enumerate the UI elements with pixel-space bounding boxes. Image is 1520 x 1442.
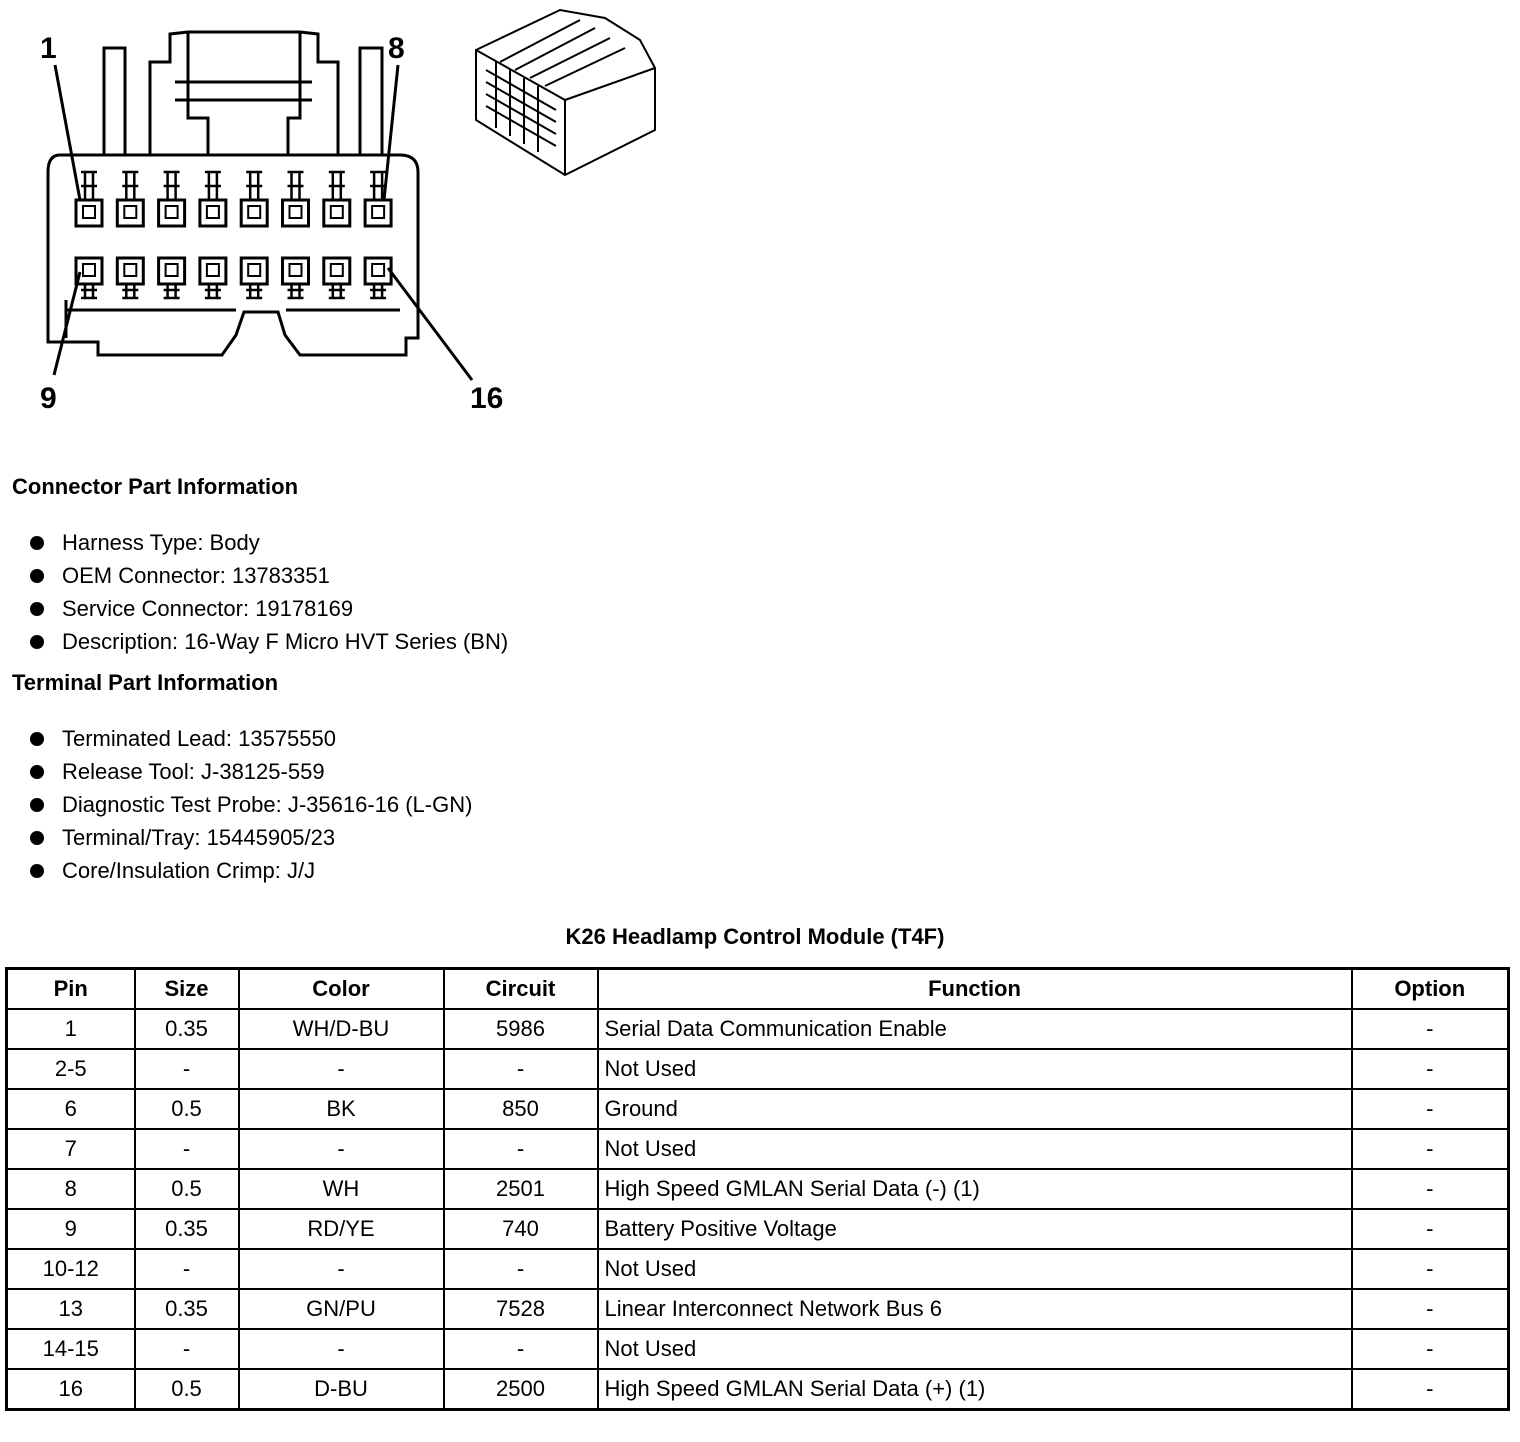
pin-cavity <box>159 258 185 284</box>
pin-cavity <box>83 264 95 276</box>
table-cell: Serial Data Communication Enable <box>598 1009 1352 1049</box>
table-cell: Ground <box>598 1089 1352 1129</box>
table-cell: Not Used <box>598 1129 1352 1169</box>
table-cell: 8 <box>7 1169 135 1209</box>
table-cell: - <box>1352 1329 1509 1369</box>
pin-cavity <box>124 206 136 218</box>
table-cell: 6 <box>7 1089 135 1129</box>
bullet-icon <box>30 831 44 845</box>
table-cell: Not Used <box>598 1249 1352 1289</box>
bullet-icon <box>30 602 44 616</box>
column-header: Pin <box>7 969 135 1010</box>
list-item <box>30 625 508 658</box>
table-cell: 740 <box>444 1209 598 1249</box>
table-cell: Linear Interconnect Network Bus 6 <box>598 1289 1352 1329</box>
table-row <box>7 1249 1509 1289</box>
table-cell: - <box>239 1049 444 1089</box>
list-item <box>30 821 472 854</box>
table-row <box>7 1209 1509 1249</box>
list-item-text: Diagnostic Test Probe: J-35616-16 (L-GN) <box>62 792 473 817</box>
list-item-text: Description: 16-Way F Micro HVT Series (BN) <box>62 629 509 654</box>
table-cell: 7528 <box>444 1289 598 1329</box>
list-item-text: Terminal/Tray: 15445905/23 <box>62 825 336 850</box>
column-header: Color <box>239 969 444 1010</box>
table-cell: 14-15 <box>7 1329 135 1369</box>
bullet-icon <box>30 635 44 649</box>
pin-cavity <box>290 264 302 276</box>
bullet-icon <box>30 864 44 878</box>
table-cell: - <box>239 1249 444 1289</box>
table-cell: - <box>1352 1049 1509 1089</box>
pin-cavity <box>365 258 391 284</box>
pin-cavity <box>331 206 343 218</box>
table-cell: - <box>1352 1009 1509 1049</box>
table-cell: - <box>1352 1249 1509 1289</box>
table-row <box>7 1009 1509 1049</box>
pin-cavity <box>207 206 219 218</box>
table-cell: High Speed GMLAN Serial Data (-) (1) <box>598 1169 1352 1209</box>
table-cell: 7 <box>7 1129 135 1169</box>
table-cell: - <box>1352 1289 1509 1329</box>
pinout-table-title: K26 Headlamp Control Module (T4F) <box>565 924 945 949</box>
list-item <box>30 854 472 887</box>
pin-cavity <box>200 200 226 226</box>
table-cell: 0.35 <box>135 1209 239 1249</box>
list-item-text: Harness Type: Body <box>62 530 260 555</box>
table-cell: - <box>135 1049 239 1089</box>
table-cell: - <box>444 1329 598 1369</box>
table-cell: D-BU <box>239 1369 444 1410</box>
table-cell: 0.5 <box>135 1169 239 1209</box>
table-cell: - <box>1352 1209 1509 1249</box>
bullet-icon <box>30 798 44 812</box>
bullet-icon <box>30 569 44 583</box>
connector-isometric-view <box>476 0 655 175</box>
table-header-row <box>7 969 1509 1010</box>
table-cell: - <box>135 1329 239 1369</box>
list-item <box>30 755 472 788</box>
pin-cavity <box>166 206 178 218</box>
list-item-text: OEM Connector: 13783351 <box>62 563 330 588</box>
list-item-text: Release Tool: J-38125-559 <box>62 759 325 784</box>
table-cell: 16 <box>7 1369 135 1410</box>
table-cell: 10-12 <box>7 1249 135 1289</box>
pin-cavity <box>76 200 102 226</box>
table-cell: - <box>444 1129 598 1169</box>
table-row <box>7 1369 1509 1410</box>
table-cell: 1 <box>7 1009 135 1049</box>
table-cell: 2501 <box>444 1169 598 1209</box>
table-row <box>7 1129 1509 1169</box>
table-cell: RD/YE <box>239 1209 444 1249</box>
column-header: Size <box>135 969 239 1010</box>
terminal-info-list <box>30 722 472 887</box>
table-cell: - <box>1352 1169 1509 1209</box>
table-row <box>7 1089 1509 1129</box>
pin-cavity <box>324 258 350 284</box>
pin-cavity <box>124 264 136 276</box>
pin-cavity <box>83 206 95 218</box>
list-item-text: Core/Insulation Crimp: J/J <box>62 858 316 883</box>
pin-label-8: 8 <box>388 32 405 65</box>
table-cell: 9 <box>7 1209 135 1249</box>
connector-housing <box>48 32 418 355</box>
table-cell: 0.35 <box>135 1289 239 1329</box>
bullet-icon <box>30 536 44 550</box>
bullet-icon <box>30 732 44 746</box>
table-cell: 13 <box>7 1289 135 1329</box>
table-cell: Battery Positive Voltage <box>598 1209 1352 1249</box>
pin-cavity <box>283 200 309 226</box>
pin-cavity <box>283 258 309 284</box>
table-cell: 2-5 <box>7 1049 135 1089</box>
list-item-text: Terminated Lead: 13575550 <box>62 726 336 751</box>
pin-cavity <box>166 264 178 276</box>
table-cell: Not Used <box>598 1329 1352 1369</box>
pin-cavity <box>117 200 143 226</box>
list-item <box>30 722 472 755</box>
table-cell: - <box>135 1129 239 1169</box>
pin-cavity <box>76 258 102 284</box>
list-item-text: Service Connector: 19178169 <box>62 596 354 621</box>
table-cell: - <box>135 1249 239 1289</box>
pin-label-1: 1 <box>40 32 57 65</box>
connector-face-diagram <box>0 0 700 440</box>
table-cell: - <box>1352 1129 1509 1169</box>
pin-cavities <box>76 172 391 298</box>
table-cell: - <box>239 1329 444 1369</box>
pin-cavity <box>365 200 391 226</box>
table-row <box>7 1289 1509 1329</box>
column-header: Function <box>598 969 1352 1010</box>
column-header: Circuit <box>444 969 598 1010</box>
table-cell: - <box>239 1129 444 1169</box>
table-row <box>7 1329 1509 1369</box>
table-row <box>7 1169 1509 1209</box>
table-cell: 0.35 <box>135 1009 239 1049</box>
table-cell: - <box>444 1049 598 1089</box>
pin-cavity <box>248 264 260 276</box>
pin-cavity <box>117 258 143 284</box>
pin-cavity <box>290 206 302 218</box>
pin-label-9: 9 <box>40 382 57 415</box>
list-item <box>30 788 472 821</box>
connector-info-title: Connector Part Information <box>12 474 299 499</box>
table-cell: WH <box>239 1169 444 1209</box>
pin-cavity <box>372 206 384 218</box>
table-cell: 0.5 <box>135 1369 239 1410</box>
table-cell: - <box>1352 1089 1509 1129</box>
pin-cavity <box>241 200 267 226</box>
pin-cavity <box>241 258 267 284</box>
pin-cavity <box>159 200 185 226</box>
table-cell: WH/D-BU <box>239 1009 444 1049</box>
connector-info-list <box>30 526 508 658</box>
table-cell: - <box>444 1249 598 1289</box>
table-cell: 2500 <box>444 1369 598 1410</box>
column-header: Option <box>1352 969 1509 1010</box>
pinout-table <box>5 967 1510 1411</box>
list-item <box>30 526 508 559</box>
table-cell: High Speed GMLAN Serial Data (+) (1) <box>598 1369 1352 1410</box>
pin-label-16: 16 <box>470 382 504 415</box>
table-cell: Not Used <box>598 1049 1352 1089</box>
table-cell: BK <box>239 1089 444 1129</box>
table-cell: 850 <box>444 1089 598 1129</box>
table-cell: - <box>1352 1369 1509 1410</box>
pin-cavity <box>248 206 260 218</box>
table-cell: 0.5 <box>135 1089 239 1129</box>
table-row <box>7 1049 1509 1089</box>
list-item <box>30 592 508 625</box>
list-item <box>30 559 508 592</box>
pin-cavity <box>372 264 384 276</box>
pin-cavity <box>207 264 219 276</box>
table-cell: GN/PU <box>239 1289 444 1329</box>
terminal-info-title: Terminal Part Information <box>12 670 279 695</box>
bullet-icon <box>30 765 44 779</box>
table-cell: 5986 <box>444 1009 598 1049</box>
pin-cavity <box>200 258 226 284</box>
pin-cavity <box>331 264 343 276</box>
latch <box>188 32 300 155</box>
pin-cavity <box>324 200 350 226</box>
